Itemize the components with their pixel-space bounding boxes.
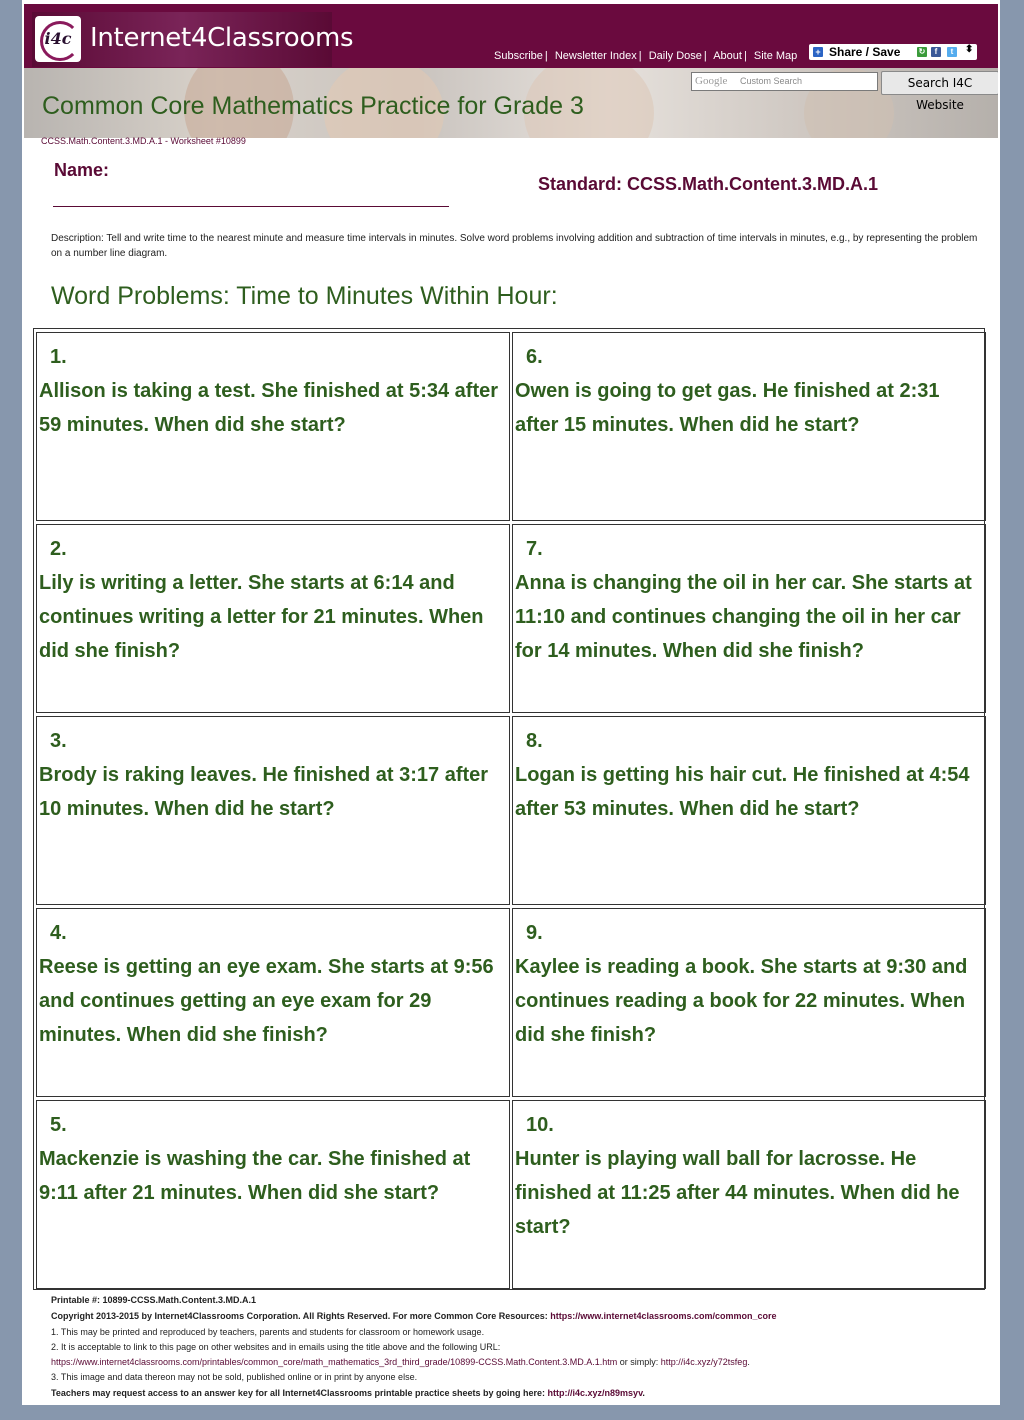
answer-key-note: Teachers may request access to an answer key for all Internet4Classrooms printable practice sheets by going here: http://i4c.xyz/n89msyv.	[51, 1388, 645, 1398]
site-header	[24, 4, 998, 68]
google-logo: Google	[695, 75, 728, 87]
problem-number: 4.	[50, 922, 67, 944]
problem-text: Anna is changing the oil in her car. She starts at 11:10 and continues changing the oil in her car for 14 minutes. When did she finish?	[515, 572, 972, 662]
worksheet-page	[22, 0, 1000, 1405]
problem-cell	[36, 1100, 510, 1289]
share-icon: ↻	[918, 47, 926, 56]
printable-number: Printable #: 10899-CCSS.Math.Content.3.MD.A.1	[51, 1295, 257, 1305]
problem-number: 6.	[526, 346, 543, 368]
twitter-icon: t	[947, 47, 957, 57]
logo-text: Internet4Classrooms	[90, 23, 354, 53]
nav-subscribe[interactable]: Subscribe	[494, 50, 543, 62]
copyright: Copyright 2013-2015 by Internet4Classrooms Corporation. All Rights Reserved. For more Common Core Resources: https://www.internet4classrooms.com/common_core	[51, 1311, 777, 1321]
note-1: 1. This may be printed and reproduced by teachers, parents and students for classroom or homework usage.	[51, 1327, 485, 1337]
chevron-updown-icon: ⬍	[965, 44, 974, 55]
search-button[interactable]: Search I4C Website	[881, 71, 998, 95]
problem-cell	[512, 1100, 986, 1289]
problem-text: Logan is getting his hair cut. He finished at 4:54 after 53 minutes. When did he start?	[515, 764, 970, 820]
note-3: 3. This image and data thereon may not be sold, published online or in print by anyone else.	[51, 1372, 418, 1382]
name-label: Name:	[54, 160, 110, 180]
worksheet-title: Word Problems: Time to Minutes Within Hour:	[51, 282, 558, 310]
problem-cell	[512, 524, 986, 713]
problem-number: 2.	[50, 538, 67, 560]
common-core-link[interactable]: https://www.internet4classrooms.com/common_core	[550, 1311, 777, 1321]
problem-number: 9.	[526, 922, 543, 944]
note-2: 2. It is acceptable to link to this page on other websites and in emails using the title above and the following URL:	[51, 1342, 501, 1352]
nav-daily-dose[interactable]: Daily Dose	[648, 50, 702, 62]
share-label: Share / Save	[829, 45, 901, 59]
search-placeholder: Custom Search	[740, 76, 803, 86]
site-logo[interactable]	[32, 12, 354, 67]
problem-cell	[512, 332, 986, 521]
problem-text: Reese is getting an eye exam. She starts at 9:56 and continues getting an eye exam for 29 minutes. When did she finish?	[39, 956, 494, 1046]
problem-cell	[36, 716, 510, 905]
problem-cell	[36, 524, 510, 713]
answer-key-link[interactable]: http://i4c.xyz/n89msyv	[547, 1388, 643, 1398]
problem-text: Kaylee is reading a book. She starts at 9:30 and continues reading a book for 22 minutes. When did she finish?	[515, 956, 968, 1046]
url-line: https://www.internet4classrooms.com/printables/common_core/math_mathematics_3rd_third_grade/10899-CCSS.Math.Content.3.MD.A.1.htm or simply: http://i4c.xyz/y72tsfeg.	[51, 1357, 750, 1367]
nav-newsletter-index[interactable]: Newsletter Index	[554, 50, 637, 62]
problem-cell	[512, 908, 986, 1097]
logo-mark-text: i4c	[44, 29, 72, 48]
facebook-icon: f	[931, 47, 941, 57]
standard-label: Standard: CCSS.Math.Content.3.MD.A.1	[538, 174, 879, 194]
top-nav: Subscribe | Newsletter Index | Daily Dose | About | Site Map	[494, 50, 798, 62]
problem-number: 7.	[526, 538, 543, 560]
problem-text: Lily is writing a letter. She starts at 6:14 and continues writing a letter for 21 minutes. When did she finish?	[39, 572, 484, 662]
plus-icon: +	[813, 47, 823, 57]
problem-text: Hunter is playing wall ball for lacrosse. He finished at 11:25 after 44 minutes. When did he start?	[515, 1148, 960, 1238]
short-url-link[interactable]: http://i4c.xyz/y72tsfeg	[660, 1357, 748, 1367]
logo-icon	[35, 16, 81, 62]
problems-grid	[33, 328, 985, 1290]
problem-number: 8.	[526, 730, 543, 752]
problem-cell	[36, 908, 510, 1097]
name-line	[53, 206, 449, 207]
problem-number: 5.	[50, 1114, 67, 1136]
problem-text: Mackenzie is washing the car. She finished at 9:11 after 21 minutes. When did she start?	[39, 1148, 471, 1204]
problem-text: Owen is going to get gas. He finished at 2:31 after 15 minutes. When did he start?	[515, 380, 940, 436]
description: Description: Tell and write time to the nearest minute and measure time intervals in minutes. Solve word problems involving addition and subtraction of time intervals in minutes, e.g., by representing the problem on a number line diagram.	[51, 233, 978, 259]
problem-number: 1.	[50, 346, 67, 368]
problem-text: Brody is raking leaves. He finished at 3:17 after 10 minutes. When did he start?	[39, 764, 489, 820]
problem-cell	[512, 716, 986, 905]
breadcrumb: CCSS.Math.Content.3.MD.A.1 - Worksheet #10899	[41, 136, 246, 146]
search-input[interactable]	[691, 72, 878, 91]
problem-text: Allison is taking a test. She finished at 5:34 after 59 minutes. When did she start?	[39, 380, 499, 436]
worksheet-url-link[interactable]: https://www.internet4classrooms.com/printables/common_core/math_mathematics_3rd_third_grade/10899-CCSS.Math.Content.3.MD.A.1.htm	[51, 1357, 618, 1367]
share-save-button[interactable]	[809, 44, 977, 60]
page-title: Common Core Mathematics Practice for Grade 3	[42, 92, 584, 120]
problem-cell	[36, 332, 510, 521]
nav-site-map[interactable]: Site Map	[753, 50, 798, 62]
problem-number: 3.	[50, 730, 67, 752]
nav-about[interactable]: About	[713, 50, 742, 62]
problem-number: 10.	[526, 1114, 554, 1136]
banner	[24, 68, 998, 138]
